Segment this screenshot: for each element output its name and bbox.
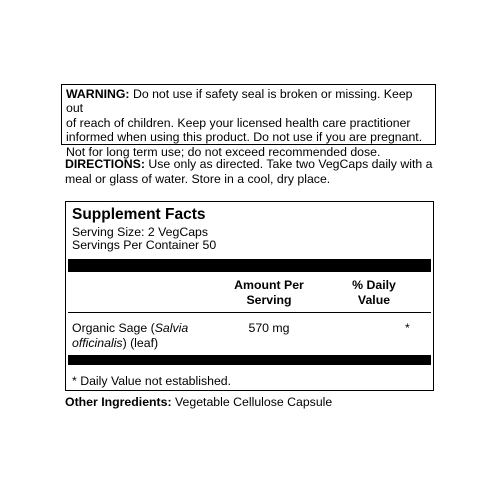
directions — [65, 157, 445, 186]
thick-divider-bottom — [68, 355, 431, 365]
warning-box — [61, 84, 436, 159]
other-ingredients-text: Vegetable Cellulose Capsule — [171, 395, 333, 409]
thin-divider — [68, 312, 431, 313]
dv-header-line-2: Value — [357, 292, 391, 307]
other-ingredients — [65, 395, 332, 410]
ingredient-name-line-2 — [72, 336, 222, 351]
amount-per-serving-header — [214, 278, 324, 307]
supplement-facts-title: Supplement Facts — [72, 206, 206, 223]
warning-line-1 — [66, 87, 431, 116]
amount-header-line-1: Amount Per — [234, 278, 304, 292]
ingredient-name — [72, 321, 222, 350]
ingredient-amount: 570 mg — [248, 321, 290, 335]
daily-value-footnote: * Daily Value not established. — [72, 374, 232, 388]
amount-header-line-2: Serving — [246, 292, 292, 307]
ingredient-part: ) (leaf) — [122, 335, 159, 350]
ingredient-latin-genus: Salvia — [154, 321, 189, 335]
supplement-facts-panel — [65, 201, 434, 391]
servings-per-container: Servings Per Container 50 — [72, 238, 217, 252]
directions-line-2: meal or glass of water. Store in a cool, dry place. — [65, 171, 331, 186]
warning-label: WARNING: — [66, 87, 130, 101]
warning-line-4: Not for long term use; do not exceed recommended dose. — [66, 144, 381, 159]
ingredient-common-name: Organic Sage ( — [72, 321, 155, 335]
directions-label: DIRECTIONS: — [65, 157, 145, 171]
directions-line-1 — [65, 157, 445, 172]
warning-text-1: Do not use if safety seal is broken or missing. Keep out — [66, 87, 413, 116]
directions-text-1: Use only as directed. Take two VegCaps daily with a — [144, 157, 433, 171]
dv-header-line-1: % Daily — [352, 278, 396, 292]
ingredient-daily-value: * — [405, 321, 410, 335]
daily-value-header — [324, 278, 424, 307]
warning-line-2: of reach of children. Keep your licensed health care practitioner — [66, 115, 411, 130]
ingredient-name-line-1 — [72, 321, 222, 336]
serving-size: Serving Size: 2 VegCaps — [72, 225, 209, 239]
thick-divider-top — [68, 259, 431, 272]
other-ingredients-label: Other Ingredients: — [65, 395, 172, 409]
ingredient-latin-species: officinalis — [72, 335, 123, 350]
warning-line-3: informed when using this product. Do not use if you are pregnant. — [66, 130, 423, 145]
